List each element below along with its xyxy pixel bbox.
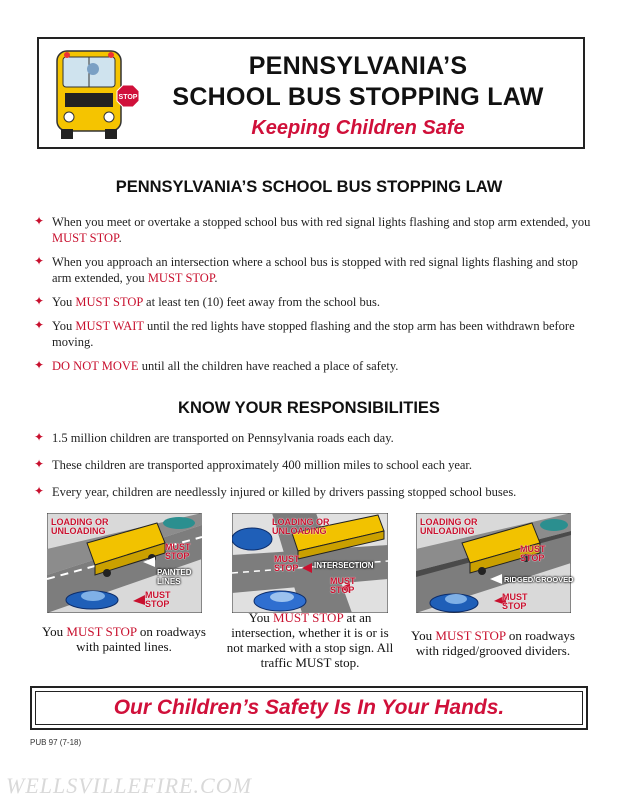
law-bullet: ✦ When you approach an intersection where a school bus is stopped with red signal lights flashing and stop arm extended, you MUST STOP. <box>34 254 578 285</box>
must-stop-label: MUST STOP <box>165 542 191 561</box>
responsibility-bullet: ✦ 1.5 million children are transported on Pennsylvania roads each day. <box>34 430 394 445</box>
watermark: WELLSVILLEFIRE.COM <box>6 773 252 798</box>
road-marking-label: PAINTED LINES <box>157 568 192 586</box>
road-marking-label: INTERSECTION <box>314 561 374 570</box>
must-stop-label: MUST STOP <box>330 576 356 595</box>
law-bullet: ✦ DO NOT MOVE until all the children have reached a place of safety. <box>34 358 399 373</box>
must-stop-label: MUST STOP <box>502 592 528 611</box>
diamond-bullet-icon: ✦ <box>34 358 45 372</box>
responsibility-bullet-list <box>34 430 594 500</box>
diamond-bullet-icon: ✦ <box>34 254 45 268</box>
loading-label: LOADING OR UNLOADING <box>420 517 478 536</box>
header-subtitle: Keeping Children Safe <box>251 117 465 139</box>
diagram-intersection <box>232 513 388 613</box>
diamond-bullet-icon: ✦ <box>34 484 45 498</box>
teal-car-image <box>540 519 568 531</box>
responsibilities-title: KNOW YOUR RESPONSIBILITIES <box>178 399 440 417</box>
header-title-line1: PENNSYLVANIA’S <box>248 52 468 80</box>
blue-car-image <box>254 591 306 611</box>
diamond-bullet-icon: ✦ <box>34 430 45 444</box>
header-title <box>139 51 577 113</box>
diamond-bullet-icon: ✦ <box>34 214 45 228</box>
diagram-caption: You MUST STOP on roadways with painted lines. <box>42 624 206 654</box>
law-section-title: PENNSYLVANIA’S SCHOOL BUS STOPPING LAW <box>115 178 503 196</box>
blue-car-image <box>66 591 118 609</box>
diagram-caption: You MUST STOP on roadways with ridged/grooved dividers. <box>411 628 575 658</box>
law-bullet-list <box>34 214 594 374</box>
law-bullet: ✦ You MUST WAIT until the red lights have stopped flashing and the stop arm has been withdrawn before moving. <box>34 318 575 349</box>
blue-car-image <box>430 594 478 612</box>
must-stop-label: MUST STOP <box>274 554 300 573</box>
responsibility-bullet: ✦ Every year, children are needlessly injured or killed by drivers passing stopped school buses. <box>34 484 517 499</box>
diamond-bullet-icon: ✦ <box>34 294 45 308</box>
blue-car-image <box>232 528 272 550</box>
slogan-text: Our Children’s Safety Is In Your Hands. <box>35 691 583 725</box>
header-box <box>37 37 585 149</box>
law-bullet: ✦ You MUST STOP at least ten (10) feet away from the school bus. <box>34 294 380 309</box>
loading-label: LOADING OR UNLOADING <box>272 517 330 536</box>
header-title-line2: SCHOOL BUS STOPPING LAW <box>172 83 544 111</box>
publication-number: PUB 97 (7-18) <box>30 738 82 747</box>
diamond-bullet-icon: ✦ <box>34 457 45 471</box>
diamond-bullet-icon: ✦ <box>34 318 45 332</box>
stop-sign-text: STOP <box>118 94 138 101</box>
teal-car-image <box>163 517 195 529</box>
loading-label: LOADING OR UNLOADING <box>51 517 109 536</box>
school-bus-icon <box>47 47 143 141</box>
diagram-caption: You MUST STOP at an intersection, whether it is or is not marked with a stop sign. All traffic MUST stop. <box>226 610 394 670</box>
slogan-box <box>30 686 588 730</box>
must-stop-label: MUST STOP <box>520 544 546 563</box>
diagram-painted-lines <box>47 513 202 613</box>
must-stop-label: MUST STOP <box>145 590 171 609</box>
road-marking-label: RIDGED/GROOVED <box>504 575 574 584</box>
responsibility-bullet: ✦ These children are transported approximately 400 million miles to school each year. <box>34 457 473 472</box>
law-bullet: ✦ When you meet or overtake a stopped school bus with red signal lights flashing and stop arm extended, you MUST STOP. <box>34 214 591 245</box>
diagram-ridged-grooved <box>416 513 574 613</box>
